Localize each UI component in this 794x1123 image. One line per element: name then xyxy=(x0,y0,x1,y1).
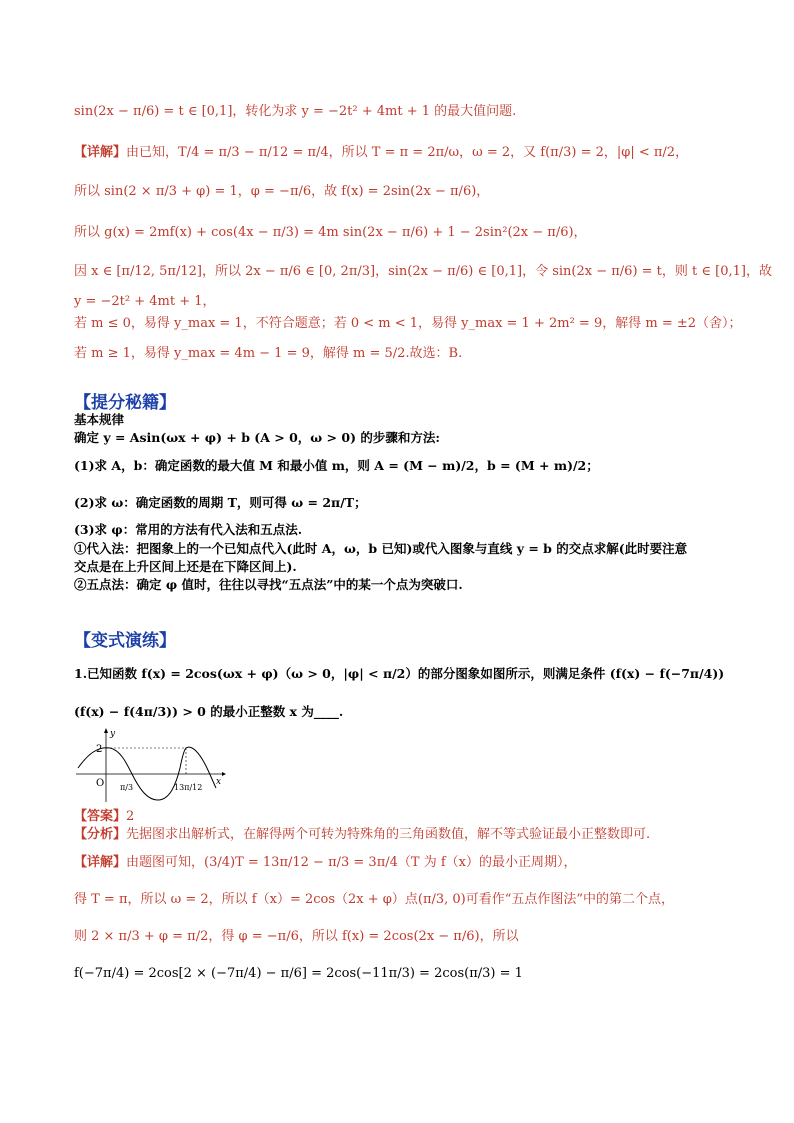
detail-line-2: 得 T = π，所以 ω = 2，所以 f（x）= 2cos（2x + φ）点(π/3, 0)可看作“五点作图法”中的第二个点， xyxy=(74,892,675,907)
analysis-line xyxy=(74,825,650,845)
x-axis-label: x xyxy=(216,777,222,787)
question-line-1: 1.已知函数 f(x) = 2cos(ωx + φ)（ω > 0，|φ| < π/2）的部分图象如图所示，则满足条件 (f(x) − f(−7π/4)) xyxy=(74,666,725,681)
practice-heading: 【变式演练】 xyxy=(74,631,176,651)
solution-line-3: 所以 sin(2 × π/3 + φ) = 1，φ = −π/6，故 f(x) = 2sin(2x − π/6)， xyxy=(74,184,490,199)
y-tick-label: 2 xyxy=(96,744,103,755)
answer-value: 2 xyxy=(126,809,135,824)
practice-detail-text: 由题图可知，(3/4)T = 13π/12 − π/3 = 3π/4（T 为 f（x）的最小正周期）， xyxy=(126,855,577,870)
detail-line-1 xyxy=(74,853,576,873)
answer-tag: 【答案】 xyxy=(74,809,127,824)
detail-line-4: f(−7π/4) = 2cos[2 × (−7π/4) − π/6] = 2cos(−11π/3) = 2cos(π/3) = 1 xyxy=(74,966,523,981)
solution-line-4: 所以 g(x) = 2mf(x) + cos(4x − π/3) = 4m sin(2x − π/6) + 1 − 2sin²(2x − π/6)， xyxy=(74,225,587,240)
secret-line-1: 基本规律 xyxy=(74,412,125,427)
question-line-2: (f(x) − f(4π/3)) > 0 的最小正整数 x 为____. xyxy=(74,704,344,719)
secret-line-2: 确定 y = Asin(ωx + φ) + b (A > 0，ω > 0) 的步骤和方法: xyxy=(74,430,440,445)
secret-line-7: 交点是在上升区间上还是在下降区间上). xyxy=(74,559,297,574)
secret-line-5: (3)求 φ：常用的方法有代入法和五点法. xyxy=(74,522,303,537)
detail-tag: 【详解】 xyxy=(74,145,127,160)
y-axis-label: y xyxy=(110,729,116,739)
analysis-tag: 【分析】 xyxy=(74,827,127,842)
secret-line-8: ②五点法：确定 φ 值时，往往以寻找“五点法”中的某一个点为突破口. xyxy=(74,577,463,592)
detail-line-3: 则 2 × π/3 + φ = π/2，得 φ = −π/6，所以 f(x) = 2cos(2x − π/6)，所以 xyxy=(74,929,519,944)
solution-line-7: 若 m ≤ 0，易得 y_max = 1，不符合题意；若 0 < m < 1，易得 y_max = 1 + 2m² = 9，解得 m = ±2（舍）； xyxy=(74,316,742,331)
cosine-curve xyxy=(78,747,216,800)
solution-line-1: sin(2x − π/6) = t ∈ [0,1]，转化为求 y = −2t² + 4mt + 1 的最大值问题. xyxy=(74,104,517,119)
cosine-graph xyxy=(76,728,226,802)
y-axis-arrow xyxy=(104,728,108,733)
origin-label: O xyxy=(96,778,105,789)
practice-detail-tag: 【详解】 xyxy=(74,855,127,870)
detail-text: 由已知，T/4 = π/3 − π/12 = π/4，所以 T = π = 2π/ω，ω = 2，又 f(π/3) = 2，|φ| < π/2， xyxy=(126,145,689,160)
solution-line-2 xyxy=(74,143,688,163)
solution-line-6: y = −2t² + 4mt + 1， xyxy=(74,294,216,309)
x-axis-arrow xyxy=(222,772,226,776)
analysis-text: 先据图求出解析式，在解得两个可转为特殊角的三角函数值，解不等式验证最小正整数即可. xyxy=(126,827,651,842)
answer-line xyxy=(74,807,134,827)
x-tick-13pi-12: 13π/12 xyxy=(174,783,203,792)
x-tick-pi-3: π/3 xyxy=(120,783,134,792)
solution-line-5: 因 x ∈ [π/12, 5π/12]，所以 2x − π/6 ∈ [0, 2π/3]，sin(2x − π/6) ∈ [0,1]，令 sin(2x − π/6) = t，则 t ∈ [0,1]，故 xyxy=(74,264,772,279)
secret-heading: 【提分秘籍】 xyxy=(74,393,176,413)
secret-line-6: ①代入法：把图象上的一个已知点代入(此时 A，ω，b 已知)或代入图象与直线 y = b 的交点求解(此时要注意 xyxy=(74,541,688,556)
solution-line-8: 若 m ≥ 1，易得 y_max = 4m − 1 = 9，解得 m = 5/2.故选：B. xyxy=(74,346,463,361)
secret-line-3: (1)求 A，b：确定函数的最大值 M 和最小值 m，则 A = (M − m)/2，b = (M + m)/2； xyxy=(74,458,599,473)
secret-line-4: (2)求 ω：确定函数的周期 T，则可得 ω = 2π/T； xyxy=(74,495,367,510)
